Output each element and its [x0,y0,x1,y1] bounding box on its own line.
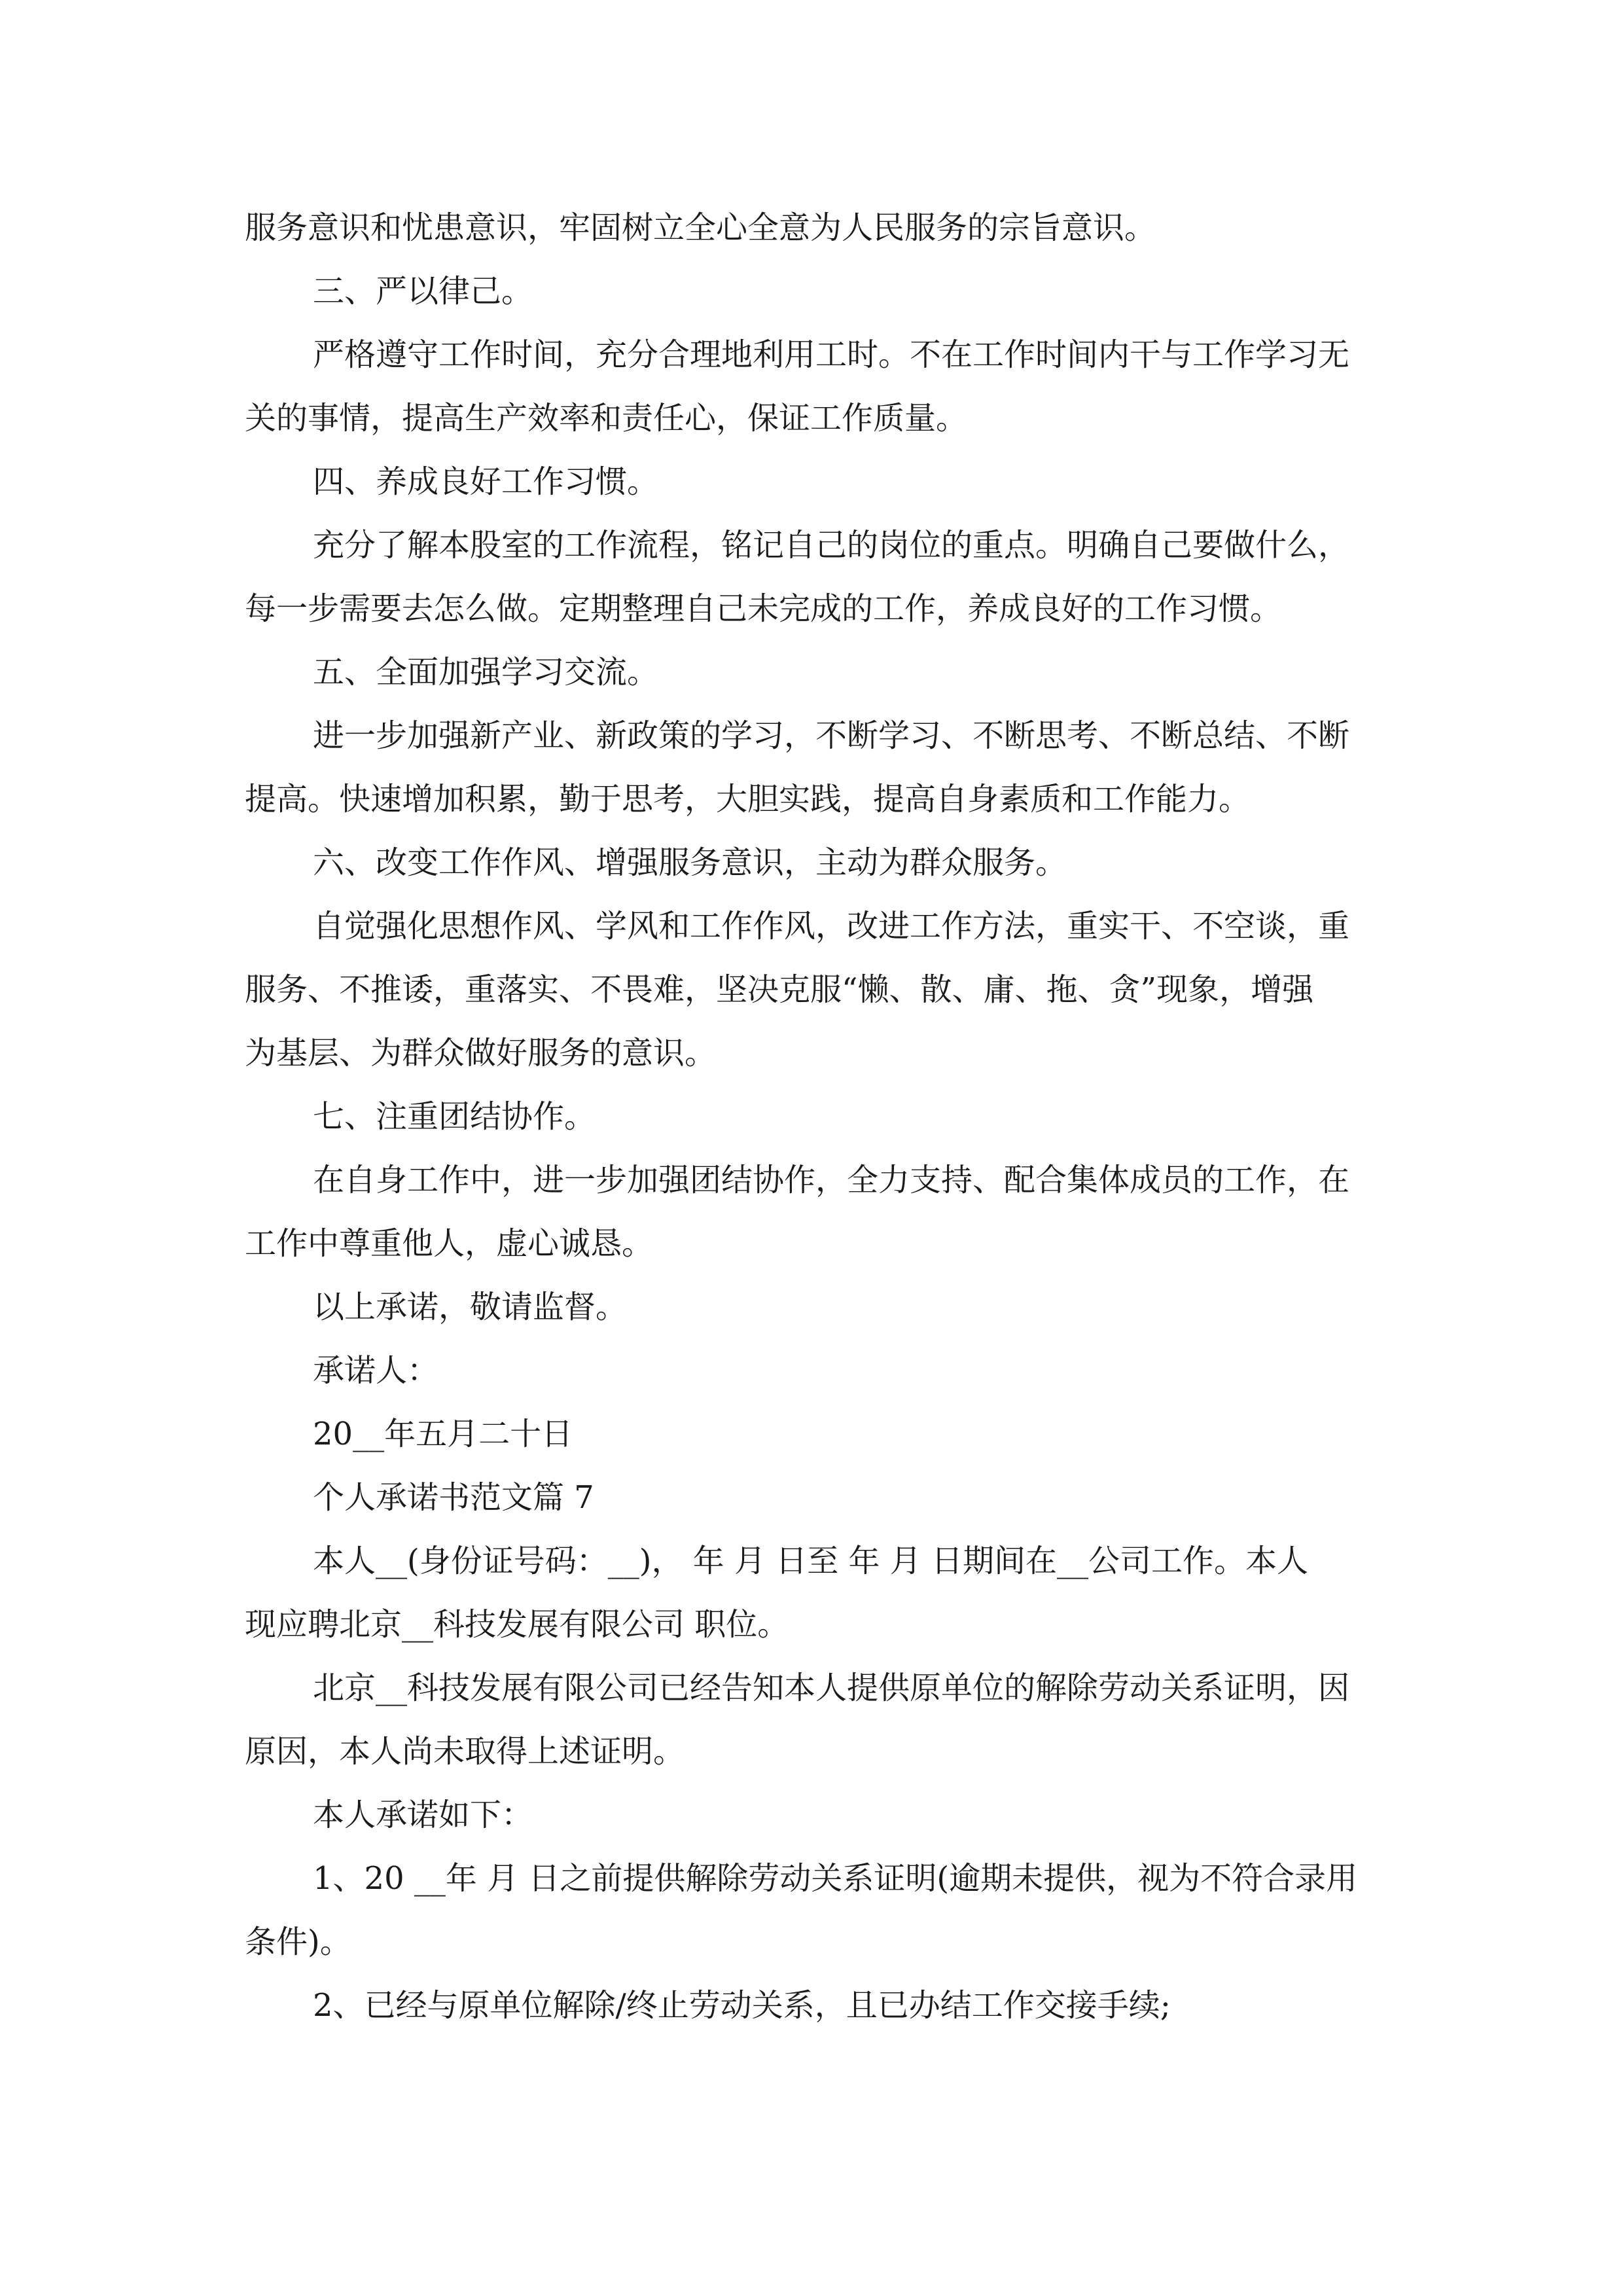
text-line: 关的事情，提高生产效率和责任心，保证工作质量。 [245,400,968,437]
section-heading: 六、改变工作作风、增强服务意识，主动为群众服务。 [313,844,1067,881]
text-line: 工作中尊重他人，虚心诚恳。 [245,1225,654,1262]
text-line: 在自身工作中，进一步加强团结协作，全力支持、配合集体成员的工作，在 [313,1162,1350,1198]
list-item: 2、已经与原单位解除/终止劳动关系，且已办结工作交接手续; [313,1987,1171,2024]
text-line: 现应聘北京__科技发展有限公司 职位。 [245,1606,789,1643]
text-line: 自觉强化思想作风、学风和工作作风，改进工作方法，重实干、不空谈，重 [313,908,1350,944]
text-line: 服务意识和忧患意识，牢固树立全心全意为人民服务的宗旨意识。 [245,209,1156,246]
list-item-continuation: 条件)。 [245,1924,351,1960]
date-line: 20__年五月二十日 [313,1416,573,1452]
article-title: 个人承诺书范文篇 7 [313,1479,594,1516]
section-heading: 三、严以律己。 [313,273,533,310]
list-item: 1、20 __年 月 日之前提供解除劳动关系证明(逾期未提供，视为不符合录用 [313,1860,1358,1897]
closing-line: 以上承诺，敬请监督。 [313,1289,628,1325]
section-heading: 七、注重团结协作。 [313,1098,596,1135]
document-body [245,196,1383,2037]
text-line: 提高。快速增加积累，勤于思考，大胆实践，提高自身素质和工作能力。 [245,781,1251,817]
section-heading: 四、养成良好工作习惯。 [313,463,659,500]
text-line: 进一步加强新产业、新政策的学习，不断学习、不断思考、不断总结、不断 [313,717,1350,754]
text-line: 本人承诺如下： [313,1797,533,1833]
text-line: 原因，本人尚未取得上述证明。 [245,1733,685,1770]
signatory-label: 承诺人： [313,1352,439,1389]
text-line: 充分了解本股室的工作流程，铭记自己的岗位的重点。明确自己要做什么， [313,527,1350,564]
text-line: 严格遵守工作时间，充分合理地利用工时。不在工作时间内干与工作学习无 [313,336,1350,373]
section-heading: 五、全面加强学习交流。 [313,654,659,691]
text-line: 服务、不推诿，重落实、不畏难，坚决克服“懒、散、庸、拖、贪”现象，增强 [245,971,1314,1008]
text-line: 为基层、为群众做好服务的意识。 [245,1035,717,1071]
text-line: 本人__(身份证号码：__)， 年 月 日至 年 月 日期间在__公司工作。本人 [313,1543,1309,1579]
text-line: 北京__科技发展有限公司已经告知本人提供原单位的解除劳动关系证明，因 [313,1670,1350,1706]
text-line: 每一步需要去怎么做。定期整理自己未完成的工作，养成良好的工作习惯。 [245,590,1282,627]
